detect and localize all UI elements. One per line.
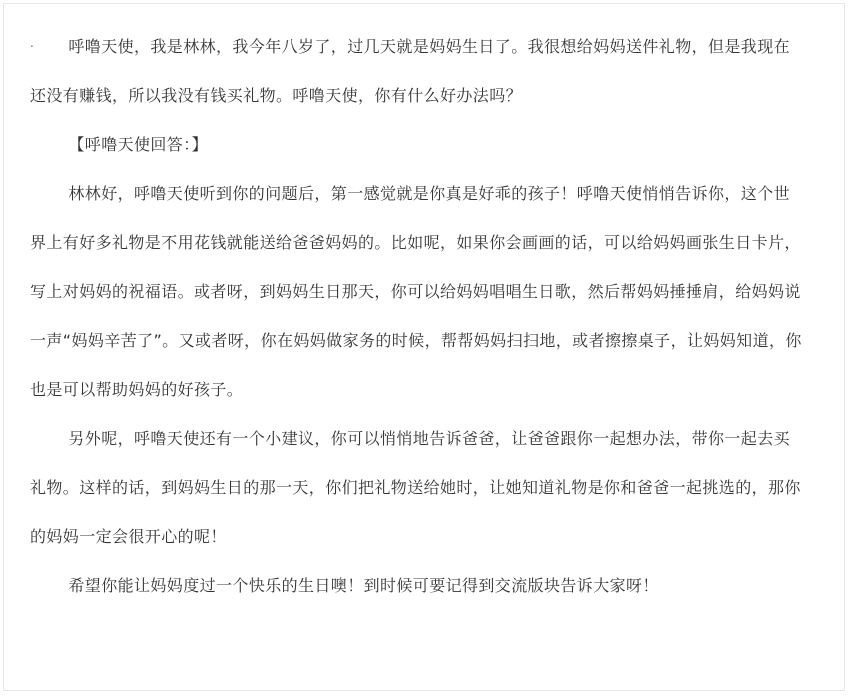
lead-mark: .: [30, 36, 34, 50]
article-body: [30, 22, 805, 610]
answer-paragraph-2: 另外呢，呼噜天使还有一个小建议，你可以悄悄地告诉爸爸，让爸爸跟你一起想办法，带你一起去买礼物。这样的话，到妈妈生日的那一天，你们把礼物送给她时，让她知道礼物是你和爸爸一起挑选的，那你的妈妈一定会很开心的呢！: [30, 429, 801, 546]
closing-paragraph: 希望你能让妈妈度过一个快乐的生日噢！到时候可要记得到交流版块告诉大家呀！: [68, 576, 659, 595]
answer-paragraph-1: 林林好，呼噜天使听到你的问题后，第一感觉就是你真是好乖的孩子！呼噜天使悄悄告诉你，这个世界上有好多礼物是不用花钱就能送给爸爸妈妈的。比如呢，如果你会画画的话，可以给妈妈画张生日卡片，写上对妈妈的祝福语。或者呀，到妈妈生日那天，你可以给妈妈唱唱生日歌，然后帮妈妈捶捶肩，给妈妈说一声“妈妈辛苦了”。又或者呀，你在妈妈做家务的时候，帮帮妈妈扫扫地，或者擦擦桌子，让妈妈知道，你也是可以帮助妈妈的好孩子。: [30, 184, 802, 399]
question-paragraph: 呼噜天使，我是林林，我今年八岁了，过几天就是妈妈生日了。我很想给妈妈送件礼物，但是我现在还没有赚钱，所以我没有钱买礼物。呼噜天使，你有什么好办法吗？: [30, 37, 790, 105]
answer-heading: 【呼噜天使回答：】: [68, 135, 208, 154]
